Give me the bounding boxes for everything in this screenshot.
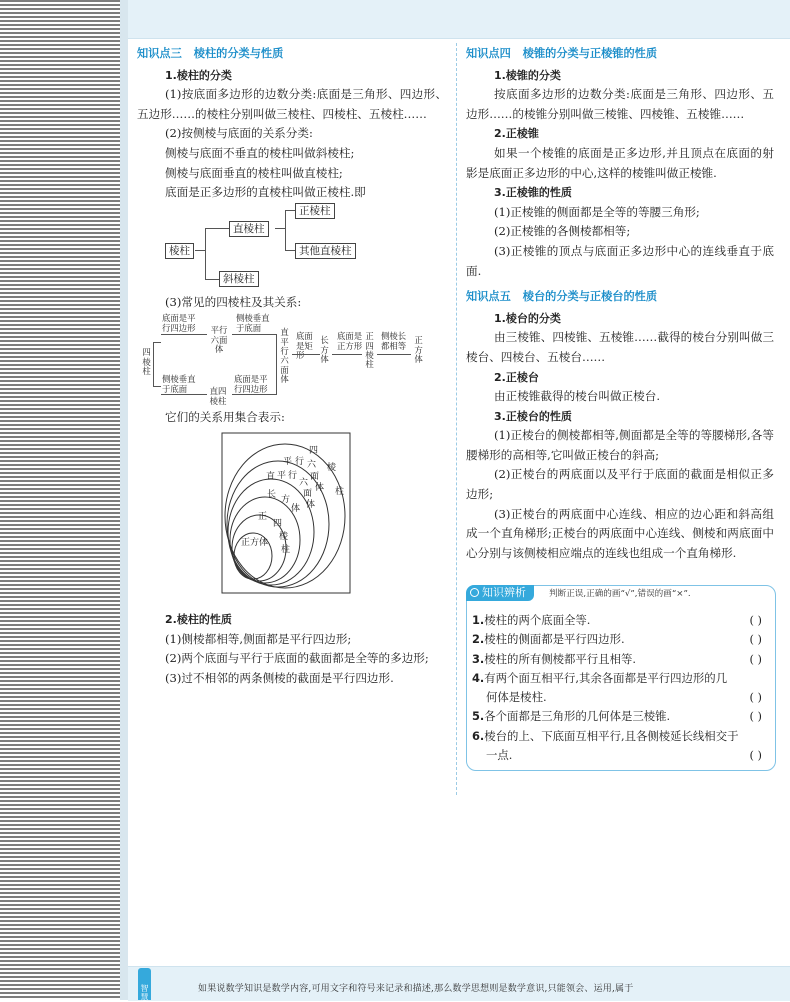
tag-label: 知识辨析 — [482, 586, 526, 599]
flow-line — [232, 394, 276, 395]
section-title: 1.棱锥的分类 — [494, 68, 561, 82]
flow-node: 长方体 — [320, 335, 329, 364]
paragraph: (1)正棱锥的侧面都是全等的等腰三角形; — [494, 204, 700, 219]
paragraph: 底面是正多边形的直棱柱叫做正棱柱.即 — [165, 185, 366, 200]
quadrangular-prism-flow — [137, 312, 447, 408]
section-title: 2.棱柱的性质 — [165, 612, 232, 626]
answer-blank[interactable]: ( ) — [749, 632, 762, 647]
tree-line — [275, 228, 285, 229]
section-title: 1.棱台的分类 — [494, 311, 561, 325]
answer-blank[interactable]: ( ) — [749, 748, 762, 763]
section-title: 3.正棱台的性质 — [494, 409, 572, 423]
set-label-char: 体 — [306, 499, 316, 510]
list-item: 1.棱柱的两个底面全等. ( ) — [472, 611, 768, 630]
paragraph: (3)过不相邻的两条侧棱的截面是平行四边形. — [165, 670, 394, 685]
paragraph: 如果一个棱锥的底面是正多边形,并且顶点在底面的射影是底面正多边形的中心,这样的棱锥叫做正棱锥. — [466, 145, 774, 180]
left-column — [137, 43, 447, 688]
analysis-instruction: 判断正误,正确的画“√”,错误的画“×”. — [549, 589, 691, 599]
flow-line — [153, 386, 161, 387]
kp-title: 棱柱的分类与性质 — [193, 47, 284, 60]
answer-blank[interactable]: ( ) — [749, 709, 762, 724]
flow-line — [153, 342, 154, 386]
knowledge-point-5-heading — [466, 287, 774, 307]
paragraph: 由三棱锥、四棱锥、五棱锥……截得的棱台分别叫做三棱台、四棱台、五棱台…… — [466, 330, 774, 364]
flow-edge-label: 底面是平行四边形 — [234, 374, 268, 394]
tree-line — [195, 250, 205, 251]
flow-line — [161, 394, 207, 395]
right-column — [466, 43, 774, 563]
set-label-char: 六 — [307, 459, 317, 470]
knowledge-point-3-heading — [137, 44, 447, 64]
set-label-char: 长 — [267, 489, 277, 500]
set-label-char: 棱 — [327, 462, 337, 473]
tree-node-other-straight-prism: 其他直棱柱 — [295, 243, 356, 259]
paragraph: (2)两个底面与平行于底面的截面都是全等的多边形; — [165, 651, 429, 666]
true-false-list — [472, 611, 768, 765]
section-title: 1.棱柱的分类 — [165, 68, 232, 82]
kp-title: 棱锥的分类与正棱锥的性质 — [522, 47, 658, 60]
header-band — [128, 0, 790, 39]
flow-root: 四棱柱 — [142, 347, 151, 376]
set-label-char: 行 — [288, 470, 298, 481]
set-label-char: 面 — [303, 488, 313, 499]
set-label-char: 棱 — [279, 531, 289, 542]
paragraph: (2)正棱锥的各侧棱都相等; — [494, 224, 631, 239]
set-label-char: 行 — [295, 456, 305, 467]
set-label-char: 平 — [283, 456, 293, 467]
set-label-char: 柱 — [335, 486, 345, 497]
flow-node: 正四棱柱 — [365, 331, 374, 370]
page-spine — [120, 0, 128, 1000]
kp-title: 棱台的分类与正棱台的性质 — [522, 290, 658, 304]
tree-node-oblique-prism: 斜棱柱 — [219, 271, 259, 287]
flow-node: 直平行六面体 — [280, 327, 289, 384]
tree-line — [285, 250, 295, 251]
tree-node-straight-prism: 直棱柱 — [229, 221, 269, 237]
set-label-char: 面 — [310, 471, 320, 482]
section-title: 2.正棱台 — [494, 370, 539, 384]
flow-edge-label: 底面是平行四边形 — [162, 313, 196, 333]
paragraph: 侧棱与底面垂直的棱柱叫做直棱柱; — [165, 165, 343, 180]
flow-line — [332, 354, 362, 355]
flow-node: 平行六面体 — [210, 325, 228, 354]
flow-edge-label: 底面是矩 — [296, 331, 313, 351]
set-label-char: 平 — [277, 470, 287, 481]
kp-label: 知识点五 — [466, 290, 511, 304]
tree-line — [205, 228, 229, 229]
flow-edge-label: 侧棱长都相等 — [381, 331, 407, 351]
kp-label: 知识点三 — [137, 47, 182, 60]
tree-node-prism: 棱柱 — [165, 243, 194, 259]
paragraph: 侧棱与底面不垂直的棱柱叫做斜棱柱; — [165, 145, 355, 160]
search-icon — [470, 588, 479, 597]
tree-line — [285, 210, 295, 211]
flow-edge-label: 侧棱垂直于底面 — [236, 313, 270, 333]
set-label-char: 体 — [315, 482, 325, 493]
set-labels — [221, 432, 351, 594]
set-label-char: 体 — [291, 503, 301, 514]
set-label-innermost: 正方体 — [241, 537, 269, 548]
flow-edge-label: 侧棱垂直于底面 — [162, 374, 196, 394]
list-item: 2.棱柱的侧面都是平行四边形. ( ) — [472, 630, 768, 649]
knowledge-analysis-tag — [466, 585, 534, 601]
flow-edge-label: 底面是正方形 — [337, 331, 363, 351]
paragraph: (3)正棱锥的顶点与底面正多边形中心的连线垂直于底面. — [466, 243, 774, 278]
set-label-char: 方 — [281, 494, 291, 505]
answer-blank[interactable]: ( ) — [749, 651, 762, 666]
kp-label: 知识点四 — [466, 47, 511, 60]
tree-node-regular-prism: 正棱柱 — [295, 203, 335, 219]
tree-line — [285, 210, 286, 251]
flow-line — [153, 342, 161, 343]
set-label-char: 四 — [309, 445, 319, 456]
column-divider — [456, 43, 457, 795]
section-title: 2.正棱锥 — [494, 127, 539, 141]
answer-blank[interactable]: ( ) — [749, 613, 762, 627]
flow-line — [232, 334, 276, 335]
flow-node: 正方体 — [414, 335, 423, 364]
flow-line — [292, 354, 320, 355]
section-title: 3.正棱锥的性质 — [494, 186, 572, 200]
set-label-char: 正 — [258, 511, 268, 522]
paragraph: (2)正棱台的两底面以及平行于底面的截面是相似正多边形; — [466, 467, 774, 502]
paragraph: 按底面多边形的边数分类:底面是三角形、四边形、五边形……的棱锥分别叫做三棱锥、四棱锥、五棱锥…… — [466, 87, 774, 121]
paragraph: (3)常见的四棱柱及其关系: — [165, 294, 302, 309]
paragraph: (2)按侧棱与底面的关系分类: — [165, 126, 313, 141]
flow-line — [377, 354, 411, 355]
flow-line — [276, 334, 277, 395]
flow-node: 直四棱柱 — [209, 386, 227, 406]
set-label-char: 四 — [273, 518, 283, 529]
binding-stripes — [0, 0, 120, 1000]
paragraph: 它们的关系用集合表示: — [165, 410, 285, 425]
set-label-char: 直 — [266, 471, 276, 482]
prism-classification-tree — [137, 203, 447, 289]
footer-quote: 如果说数学知识是数学内容,可用文字和符号来记录和描述,那么数学思想则是数学意识,只能领会、运用,属于 — [198, 984, 634, 994]
knowledge-point-4-heading — [466, 44, 774, 64]
paragraph: (3)正棱台的两底面中心连线、相应的边心距和斜高组成一个直角梯形;正棱台的两底面中心连线、侧棱和两底面中心分别与该侧棱相应端点的连线也组成一个直角梯形. — [466, 506, 774, 560]
list-item: 4.有两个面互相平行,其余各面都是平行四边形的几 何体是棱柱. ( ) — [472, 669, 768, 708]
list-item: 3.棱柱的所有侧棱都平行且相等. ( ) — [472, 650, 768, 669]
paragraph: (1)按底面多边形的边数分类:底面是三角形、四边形、五边形……的棱柱分别叫做三棱柱、四棱柱、五棱柱…… — [137, 87, 447, 121]
set-label-char: 六 — [299, 477, 309, 488]
set-label-char: 柱 — [281, 544, 291, 555]
tree-line — [205, 279, 219, 280]
paragraph: (1)正棱台的侧棱都相等,侧面都是全等的等腰梯形,各等腰梯形的高相等,它叫做正棱台的斜高; — [466, 428, 774, 462]
paragraph: (1)侧棱都相等,侧面都是平行四边形; — [165, 631, 352, 646]
nested-set-diagram — [137, 432, 447, 602]
paragraph: 由正棱锥截得的棱台叫做正棱台. — [494, 389, 660, 404]
list-item: 6.棱台的上、下底面互相平行,且各侧棱延长线相交于 一点. ( ) — [472, 727, 768, 766]
footer-tab: 智慧 — [138, 968, 151, 1000]
flow-line — [161, 334, 207, 335]
list-item: 5.各个面都是三角形的几何体是三棱锥. ( ) — [472, 707, 768, 726]
answer-blank[interactable]: ( ) — [749, 690, 762, 705]
tree-line — [205, 228, 206, 279]
